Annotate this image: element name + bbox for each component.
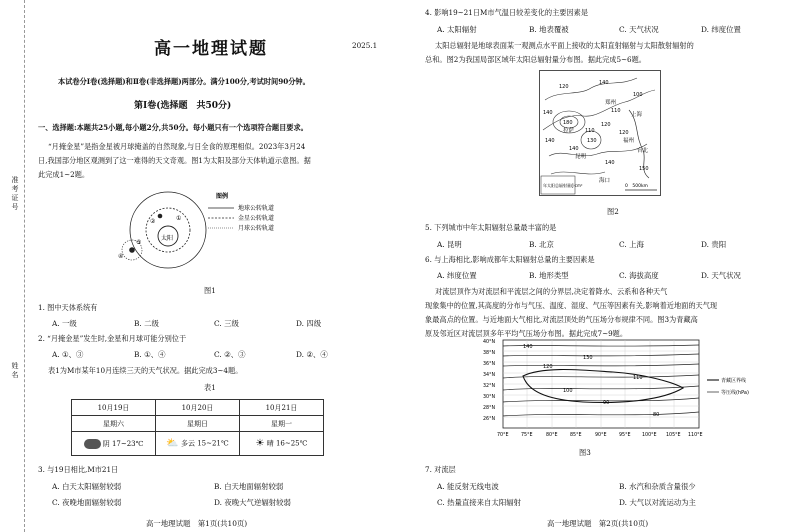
isoline-label: 150 [639, 166, 649, 172]
passage4-line2: 现象集中的位置,其高度的分布与气压、温度、湿度、气压等因素有关,影响着近地面的天气现 [425, 301, 718, 310]
figure1-caption: 图1 [204, 286, 216, 295]
table-row [72, 432, 324, 456]
q2-option-b[interactable]: B. ①、④ [134, 350, 166, 359]
city-taipei: 台北 [637, 148, 649, 154]
q7-option-b[interactable]: B. 水汽和杂质含量很少 [619, 482, 696, 491]
isoline-label: 140 [569, 146, 579, 152]
figure3-pressure-map [483, 338, 783, 446]
isoline-label: 120 [601, 122, 611, 128]
map-legend: 年太阳总辐射量/J·cm² [543, 183, 583, 188]
q5-option-b[interactable]: B. 北京 [529, 240, 554, 249]
q7-option-a[interactable]: A. 能反射无线电波 [437, 482, 499, 491]
q4-option-b[interactable]: B. 地表覆被 [529, 25, 569, 34]
weekday-cell: 星期日 [156, 416, 240, 432]
q1-stem: 1. 图中天体系统有 [38, 303, 98, 312]
partly-cloudy-icon: ⛅ [166, 438, 179, 449]
q6-option-a[interactable]: A. 纬度位置 [437, 271, 477, 280]
q4-option-d[interactable]: D. 纬度位置 [701, 25, 741, 34]
weather-text: 多云 15~21℃ [180, 439, 229, 448]
lat-label: 30°N [483, 395, 496, 400]
isoline-label: 100 [633, 92, 643, 98]
lat-label: 40°N [483, 340, 496, 345]
weather-cell [240, 432, 324, 456]
weather-cell [72, 432, 156, 456]
isobar-label: 90 [603, 400, 610, 406]
passage4-line4: 原及邻近区对流层顶多年平均气压场分布图。据此完成7~9题。 [425, 329, 628, 338]
lat-label: 28°N [483, 406, 496, 411]
sunny-icon: ☀ [255, 438, 265, 449]
q5-option-c[interactable]: C. 上海 [619, 240, 644, 249]
lon-label: 105°E [666, 433, 681, 438]
passage2: 表1为M市某年10月连续三天的天气状况。据此完成3~4题。 [48, 366, 243, 375]
q3-option-a[interactable]: A. 白天太阳辐射较弱 [52, 482, 122, 491]
weekday-cell: 星期六 [72, 416, 156, 432]
q3-option-b[interactable]: B. 白天地面辐射较弱 [214, 482, 284, 491]
passage4-line1: 对流层顶作为对流层和平流层之间的分界层,决定着降水、云系和各种天气 [435, 287, 668, 296]
left-footer: 高一地理试题 第1页(共10页) [146, 519, 248, 528]
figure2-caption: 图2 [607, 207, 619, 216]
q6-option-b[interactable]: B. 地形类型 [529, 271, 569, 280]
weather-cell [156, 432, 240, 456]
table-row [72, 416, 324, 432]
isobar-label: 130 [583, 355, 593, 361]
legend-isobar: 等压线(hPa) [721, 390, 749, 396]
date-cell: 10月20日 [156, 400, 240, 416]
right-footer: 高一地理试题 第2页(共10页) [547, 519, 649, 528]
q5-option-a[interactable]: A. 昆明 [437, 240, 462, 249]
weekday-cell: 星期一 [240, 416, 324, 432]
q5-option-d[interactable]: D. 贵阳 [701, 240, 727, 249]
q6-option-d[interactable]: D. 天气状况 [701, 271, 741, 280]
marker-2: ② [150, 218, 156, 225]
isoline-label: 110 [585, 128, 595, 134]
q7-option-c[interactable]: C. 热量直接来自太阳辐射 [437, 498, 521, 507]
exam-date: 2025.1 [352, 41, 378, 50]
right-page [397, 0, 794, 532]
table1-caption: 表1 [204, 383, 216, 392]
lon-label: 75°E [521, 433, 533, 438]
passage1-line2: 日,我国部分地区观测到了这一难得的天文奇观。图1为太阳及部分天体轨道示意图。据 [38, 156, 311, 165]
legend-venus-orbit: 金星公转轨道 [238, 215, 275, 222]
lat-label: 36°N [483, 362, 496, 367]
lon-label: 100°E [642, 433, 657, 438]
q4-option-a[interactable]: A. 太阳辐射 [437, 25, 477, 34]
city-haikou: 海口 [599, 178, 611, 184]
q5-stem: 5. 下列城市中年太阳辐射总量最丰富的是 [425, 223, 557, 232]
lon-label: 85°E [570, 433, 582, 438]
city-fuzhou: 福州 [623, 138, 635, 144]
marker-4: ④ [118, 253, 124, 260]
isobar-label: 140 [523, 344, 533, 350]
q6-option-c[interactable]: C. 海拔高度 [619, 271, 659, 280]
q1-option-d[interactable]: D. 四级 [296, 319, 322, 328]
lat-label: 26°N [483, 417, 496, 422]
q1-option-a[interactable]: A. 一级 [52, 319, 77, 328]
lon-label: 90°E [595, 433, 607, 438]
q3-stem: 3. 与19日相比,M市21日 [38, 465, 119, 474]
isoline-label: 120 [559, 84, 569, 90]
lat-labels [483, 339, 496, 422]
marker-3: ③ [136, 239, 142, 246]
lon-label: 70°E [497, 433, 509, 438]
legend-title: 图例 [216, 193, 229, 200]
legend-boundary: 青藏区界线 [721, 378, 747, 384]
isoline-label: 110 [611, 108, 621, 114]
city-shanghai: 上海 [631, 112, 643, 118]
venus [158, 214, 163, 219]
map-scale: 0 500km [625, 184, 648, 189]
sun-label: 太阳 [161, 235, 174, 242]
isoline-label: 140 [605, 160, 615, 166]
section1-intro: 一、选择题:本题共25小题,每小题2分,共50分。每小题只有一个选项符合题目要求。 [38, 123, 308, 132]
passage4-line3: 象最高点的位置。与近地面大气相比,对流层顶处的气压场分布规律不同。图3为青藏高 [425, 315, 698, 324]
q3-option-c[interactable]: C. 夜晚地面辐射较弱 [52, 498, 122, 507]
date-cell: 10月21日 [240, 400, 324, 416]
q2-option-a[interactable]: A. ①、③ [52, 350, 84, 359]
table-row [72, 400, 324, 416]
date-cell: 10月19日 [72, 400, 156, 416]
city-lhasa: 拉萨 [563, 128, 575, 134]
q7-stem: 7. 对流层 [425, 465, 456, 474]
q4-stem: 4. 影响19~21日M市气温日较差变化的主要因素是 [425, 8, 589, 17]
q2-option-c[interactable]: C. ②、③ [214, 350, 246, 359]
lon-label: 110°E [688, 433, 703, 438]
isoline-label: 130 [587, 138, 597, 144]
passage3-line1: 太阳总辐射是地球表面某一观测点水平面上接收的太阳直射辐射与太阳散射辐射的 [435, 41, 694, 50]
exam-note: 本试卷分Ⅰ卷(选择题)和Ⅱ卷(非选择题)两部分。满分100分,考试时间90分钟。 [58, 77, 310, 86]
table1-weather [71, 399, 324, 456]
passage1-line3: 此完成1~2题。 [38, 170, 90, 179]
figure3-caption: 图3 [579, 448, 591, 457]
isoline-label: 140 [599, 80, 609, 86]
q6-stem: 6. 与上海相比,影响成都年太阳辐射总量的主要因素是 [425, 255, 595, 264]
lat-label: 38°N [483, 351, 496, 356]
isobar-label: 120 [543, 364, 553, 370]
page-title: 高一地理试题 [154, 39, 268, 59]
binding-line [24, 0, 25, 532]
passage1-line1: “月掩金星”是指金星被月球掩盖的自然现象,与日全食的原理相似。2023年3月24 [48, 142, 306, 151]
q1-option-b[interactable]: B. 二级 [134, 319, 159, 328]
q2-option-d[interactable]: D. ②、④ [296, 350, 328, 359]
isobar-label: 80 [653, 412, 660, 418]
q4-option-c[interactable]: C. 天气状况 [619, 25, 659, 34]
q1-option-c[interactable]: C. 三级 [214, 319, 239, 328]
isoline-label: 120 [619, 130, 629, 136]
q7-option-d[interactable]: D. 大气以对流运动为主 [619, 498, 696, 507]
isoline-label: 140 [543, 110, 553, 116]
isoline-label: 180 [563, 120, 573, 126]
isobar-label: 110 [633, 375, 643, 381]
city-kunming: 昆明 [575, 154, 587, 160]
lon-label: 80°E [546, 433, 558, 438]
weather-text: 阴 17~23℃ [102, 439, 144, 448]
marker-1: ① [176, 215, 182, 222]
lon-label: 95°E [619, 433, 631, 438]
legend-earth-orbit: 地球公转轨道 [238, 205, 275, 212]
earth [129, 247, 135, 253]
passage3-line2: 总和。图2为我国局部区域年太阳总辐射量分布图。据此完成5~6题。 [425, 55, 646, 64]
q3-option-d[interactable]: D. 夜晚大气逆辐射较弱 [214, 498, 291, 507]
overcast-cloud-icon [84, 439, 101, 449]
figure1-orbit-diagram [104, 186, 304, 276]
part1-heading: 第Ⅰ卷(选择题 共50分) [134, 101, 232, 111]
legend-moon-orbit: 月球公转轨道 [238, 225, 275, 232]
lon-labels [497, 432, 703, 438]
figure2-radiation-map [539, 70, 661, 196]
q2-stem: 2. “月掩金星”发生时,金星和月球可能分别位于 [38, 334, 187, 343]
side-label-exam-number: 准考证号 [11, 176, 19, 212]
weather-text: 晴 16~25℃ [266, 439, 308, 448]
lat-label: 32°N [483, 384, 496, 389]
city-zhengzhou: 郑州 [605, 100, 617, 106]
lat-label: 34°N [483, 373, 496, 378]
isobar-label: 100 [563, 388, 573, 394]
side-label-name: 姓名 [11, 362, 19, 380]
isoline-label: 140 [545, 138, 555, 144]
